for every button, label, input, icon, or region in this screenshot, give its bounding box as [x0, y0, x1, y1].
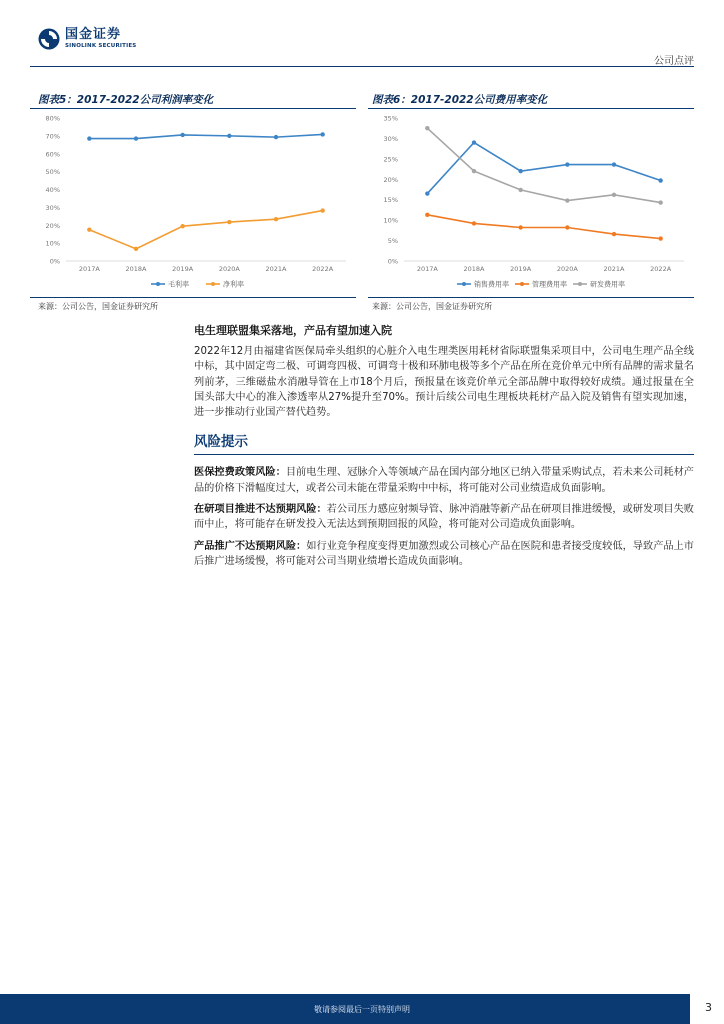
data-point [180, 133, 184, 137]
x-tick-label: 2022A [312, 265, 334, 273]
data-point [472, 169, 476, 173]
page-footer [0, 994, 724, 1024]
page-number-box [690, 994, 724, 1024]
y-tick-label: 35% [383, 114, 398, 123]
y-tick-label: 0% [49, 257, 60, 266]
series-line [89, 134, 322, 138]
risk-text: 若公司压力感应射频导管、脉冲消融等新产品在研项目推进缓慢，或研发项目失败而中止，将可能存在研发投入无法达到预期回报的风险，将可能对公司造成负面影响。 [194, 504, 694, 531]
risk-item [194, 502, 694, 533]
data-point [425, 126, 429, 130]
y-tick-label: 5% [387, 237, 398, 246]
legend-marker [462, 282, 466, 286]
figure-5-source: 来源：公司公告，国金证券研究所 [38, 302, 158, 311]
figure-6-title-divider [368, 108, 694, 109]
data-point [518, 188, 522, 192]
data-point [87, 136, 91, 140]
y-tick-label: 50% [45, 168, 60, 177]
footer-disclaimer: 敬请参阅最后一页特别声明 [314, 1005, 410, 1014]
company-logo [38, 28, 136, 50]
document-type: 公司点评 [654, 56, 694, 67]
y-tick-label: 60% [45, 150, 60, 159]
legend-label: 净利率 [223, 280, 244, 289]
y-tick-label: 25% [383, 155, 398, 164]
data-point [227, 134, 231, 138]
figure-5-title-divider [30, 108, 356, 109]
x-tick-label: 2019A [510, 265, 532, 273]
data-point [472, 140, 476, 144]
data-point [658, 200, 662, 204]
data-point [134, 136, 138, 140]
x-tick-label: 2021A [603, 265, 625, 273]
legend-marker [156, 282, 160, 286]
x-tick-label: 2018A [463, 265, 485, 273]
legend-item [573, 280, 625, 289]
y-tick-label: 10% [45, 239, 60, 248]
risk-text: 如行业竞争程度变得更加激烈或公司核心产品在医院和患者接受度较低，导致产品上市后推广进场缓慢，将可能对公司当期业绩增长造成负面影响。 [194, 540, 694, 567]
data-point [274, 135, 278, 139]
risk-title-divider [194, 454, 694, 455]
page-header [0, 0, 724, 68]
legend-marker [520, 282, 524, 286]
x-tick-label: 2020A [556, 265, 578, 273]
y-tick-label: 15% [383, 196, 398, 205]
legend-label: 毛利率 [168, 280, 189, 289]
data-point [612, 162, 616, 166]
risk-label: 在研项目推进不达预期风险： [194, 504, 327, 516]
logo-name-en: SINOLINK SECURITIES [65, 43, 137, 49]
data-point [227, 220, 231, 224]
data-point [518, 225, 522, 229]
figure-5-source-divider [30, 297, 356, 298]
data-point [658, 178, 662, 182]
legend-item [457, 280, 509, 289]
y-tick-label: 20% [45, 221, 60, 230]
y-tick-label: 80% [45, 114, 60, 123]
legend-label: 研发费用率 [590, 280, 625, 289]
series-line [89, 211, 322, 249]
risk-label: 产品推广不达预期风险： [194, 540, 307, 552]
data-point [612, 232, 616, 236]
header-divider [30, 66, 694, 67]
risk-item [194, 465, 694, 496]
figure-6-source: 来源：公司公告，国金证券研究所 [372, 302, 492, 311]
body-paragraph: 2022年12月由福建省医保局牵头组织的心脏介入电生理类医用耗材省际联盟集采项目中，公司电生理产品全线中标，其中固定弯二极、可调弯四极、可调弯十极和环肺电极等多个产品在所在竞价单元中所有品牌的需求量名列前茅，三维磁盐水消融导管在上市18个月后，预报量在该竞价单元全部品牌中取得较好成绩。通过报量在全国头部大中心的准入渗透率从27%提升至70%。预计后续公司电生理板块耗材产品入院及销售有望实现加速，进一步推动行业国产替代趋势。 [194, 346, 694, 419]
data-point [565, 162, 569, 166]
legend-label: 管理费用率 [532, 280, 567, 289]
data-point [274, 217, 278, 221]
figure-6-source-divider [368, 297, 694, 298]
figure-6-title: 图表6：2017-2022公司费用率变化 [372, 94, 548, 106]
x-tick-label: 2018A [125, 265, 147, 273]
x-tick-label: 2021A [265, 265, 287, 273]
data-point [134, 247, 138, 251]
x-tick-label: 2022A [650, 265, 672, 273]
data-point [565, 225, 569, 229]
legend-item [515, 280, 567, 289]
profit-margin-chart [30, 110, 356, 295]
y-tick-label: 30% [383, 134, 398, 143]
data-point [425, 213, 429, 217]
y-tick-label: 20% [383, 175, 398, 184]
logo-icon [38, 28, 60, 50]
body-content [194, 322, 694, 575]
legend-marker [211, 282, 215, 286]
data-point [612, 193, 616, 197]
risk-section-title: 风险提示 [194, 434, 248, 451]
data-point [658, 236, 662, 240]
logo-name-cn: 国金证券 [65, 27, 122, 42]
series-line [427, 128, 660, 202]
expense-ratio-chart [368, 110, 694, 295]
series-line [427, 143, 660, 194]
data-point [518, 169, 522, 173]
data-point [425, 191, 429, 195]
y-tick-label: 0% [387, 257, 398, 266]
legend-label: 销售费用率 [474, 280, 509, 289]
data-point [565, 198, 569, 202]
data-point [87, 228, 91, 232]
figure-5-title: 图表5：2017-2022公司利润率变化 [38, 94, 214, 106]
y-tick-label: 40% [45, 186, 60, 194]
x-tick-label: 2020A [218, 265, 240, 273]
series-line [427, 215, 660, 239]
x-tick-label: 2017A [416, 265, 438, 273]
risk-item [194, 539, 694, 570]
legend-item [206, 280, 244, 289]
data-point [472, 221, 476, 225]
y-tick-label: 70% [45, 132, 60, 141]
data-point [180, 224, 184, 228]
y-tick-label: 30% [45, 203, 60, 212]
y-tick-label: 10% [383, 216, 398, 225]
x-tick-label: 2019A [172, 265, 194, 273]
risk-text: 目前电生理、冠脉介入等领域产品在国内部分地区已纳入带量采购试点，若未来公司耗材产品的价格下滑幅度过大，或者公司未能在带量采购中中标，将可能对公司业绩造成负面影响。 [194, 467, 694, 494]
data-point [320, 132, 324, 136]
legend-marker [578, 282, 582, 286]
legend-item [151, 280, 189, 289]
section-subheading: 电生理联盟集采落地，产品有望加速入院 [194, 324, 392, 337]
data-point [320, 208, 324, 212]
page-number: 3 [705, 1001, 712, 1014]
risk-label: 医保控费政策风险： [194, 467, 286, 479]
x-tick-label: 2017A [78, 265, 100, 273]
